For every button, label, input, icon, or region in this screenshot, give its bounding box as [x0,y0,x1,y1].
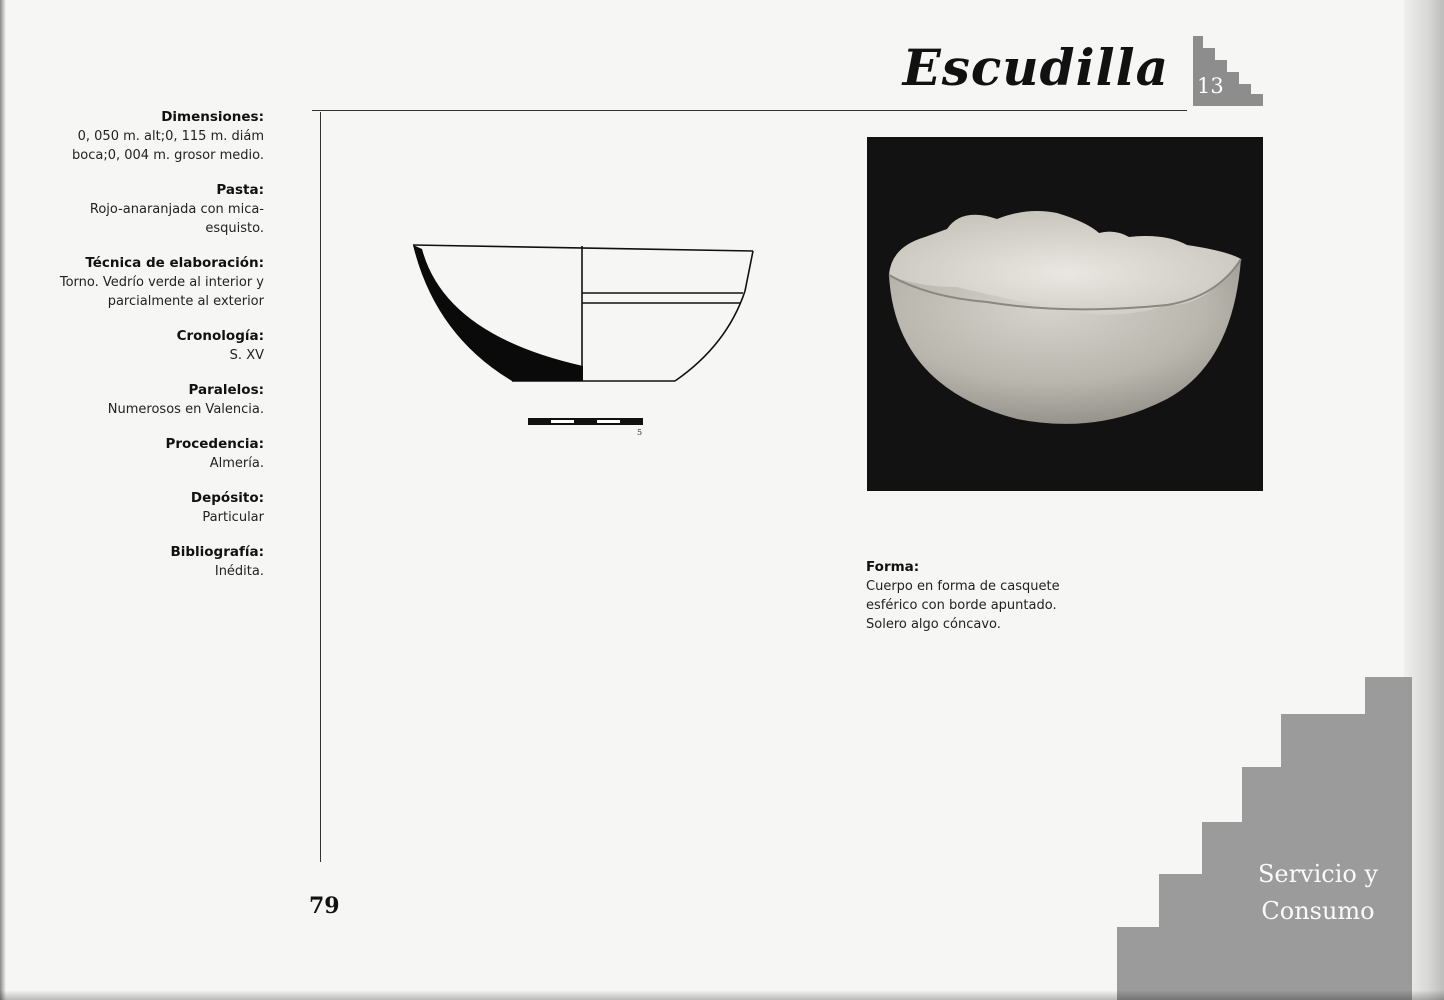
procedencia-label: Procedencia: [165,436,264,452]
tecnica-block [40,254,264,311]
forma-label: Forma: [866,559,920,575]
cronologia-label: Cronología: [176,328,264,344]
bowl-section-drawing [405,235,765,395]
page-title: Escudilla [902,38,1169,97]
dimensiones-block [40,108,264,165]
forma-block [866,558,1096,634]
pasta-value: Rojo-anaranjada con mica-esquisto. [89,202,264,236]
deposito-value: Particular [202,510,264,525]
section-stairs-graphic [1117,677,1412,1000]
scale-bar [528,418,648,444]
section-title-line1: Servicio y [1257,860,1379,888]
cronologia-block [40,327,264,365]
bowl-photo-image [867,137,1263,491]
tecnica-value: Torno. Vedrío verde al interior y parcialmente al exterior [59,275,264,309]
bowl-photograph [867,137,1263,491]
bibliografia-value: Inédita. [214,564,264,579]
procedencia-block [40,435,264,473]
scale-label: 5 [637,428,643,437]
page-bottom-shadow [0,990,1444,1000]
section-title [1238,856,1398,930]
tecnica-label: Técnica de elaboración: [85,255,264,271]
section-title-line2: Consumo [1261,897,1375,925]
dimensiones-label: Dimensiones: [161,109,264,125]
cronologia-value: S. XV [229,348,264,363]
pasta-block [40,181,264,238]
dimensiones-value: 0, 050 m. alt;0, 115 m. diám boca;0, 004 m. grosor medio. [72,129,264,163]
paralelos-label: Paralelos: [188,382,264,398]
page-left-shadow [0,0,6,1000]
bibliografia-label: Bibliografía: [170,544,264,560]
forma-value: Cuerpo en forma de casquete esférico con borde apuntado. Solero algo cóncavo. [866,579,1060,632]
bowl-wall-profile [413,245,583,381]
scale-bar-graphic [528,418,648,440]
details-column [40,108,264,597]
vertical-divider [320,112,321,862]
paralelos-block [40,381,264,419]
bibliografia-block [40,543,264,581]
title-divider [312,110,1187,111]
pasta-label: Pasta: [216,182,264,198]
deposito-block [40,489,264,527]
deposito-label: Depósito: [190,490,264,506]
page-number: 79 [309,893,340,919]
badge-number: 13 [1197,74,1224,98]
procedencia-value: Almería. [209,456,264,471]
paralelos-value: Numerosos en Valencia. [107,402,264,417]
